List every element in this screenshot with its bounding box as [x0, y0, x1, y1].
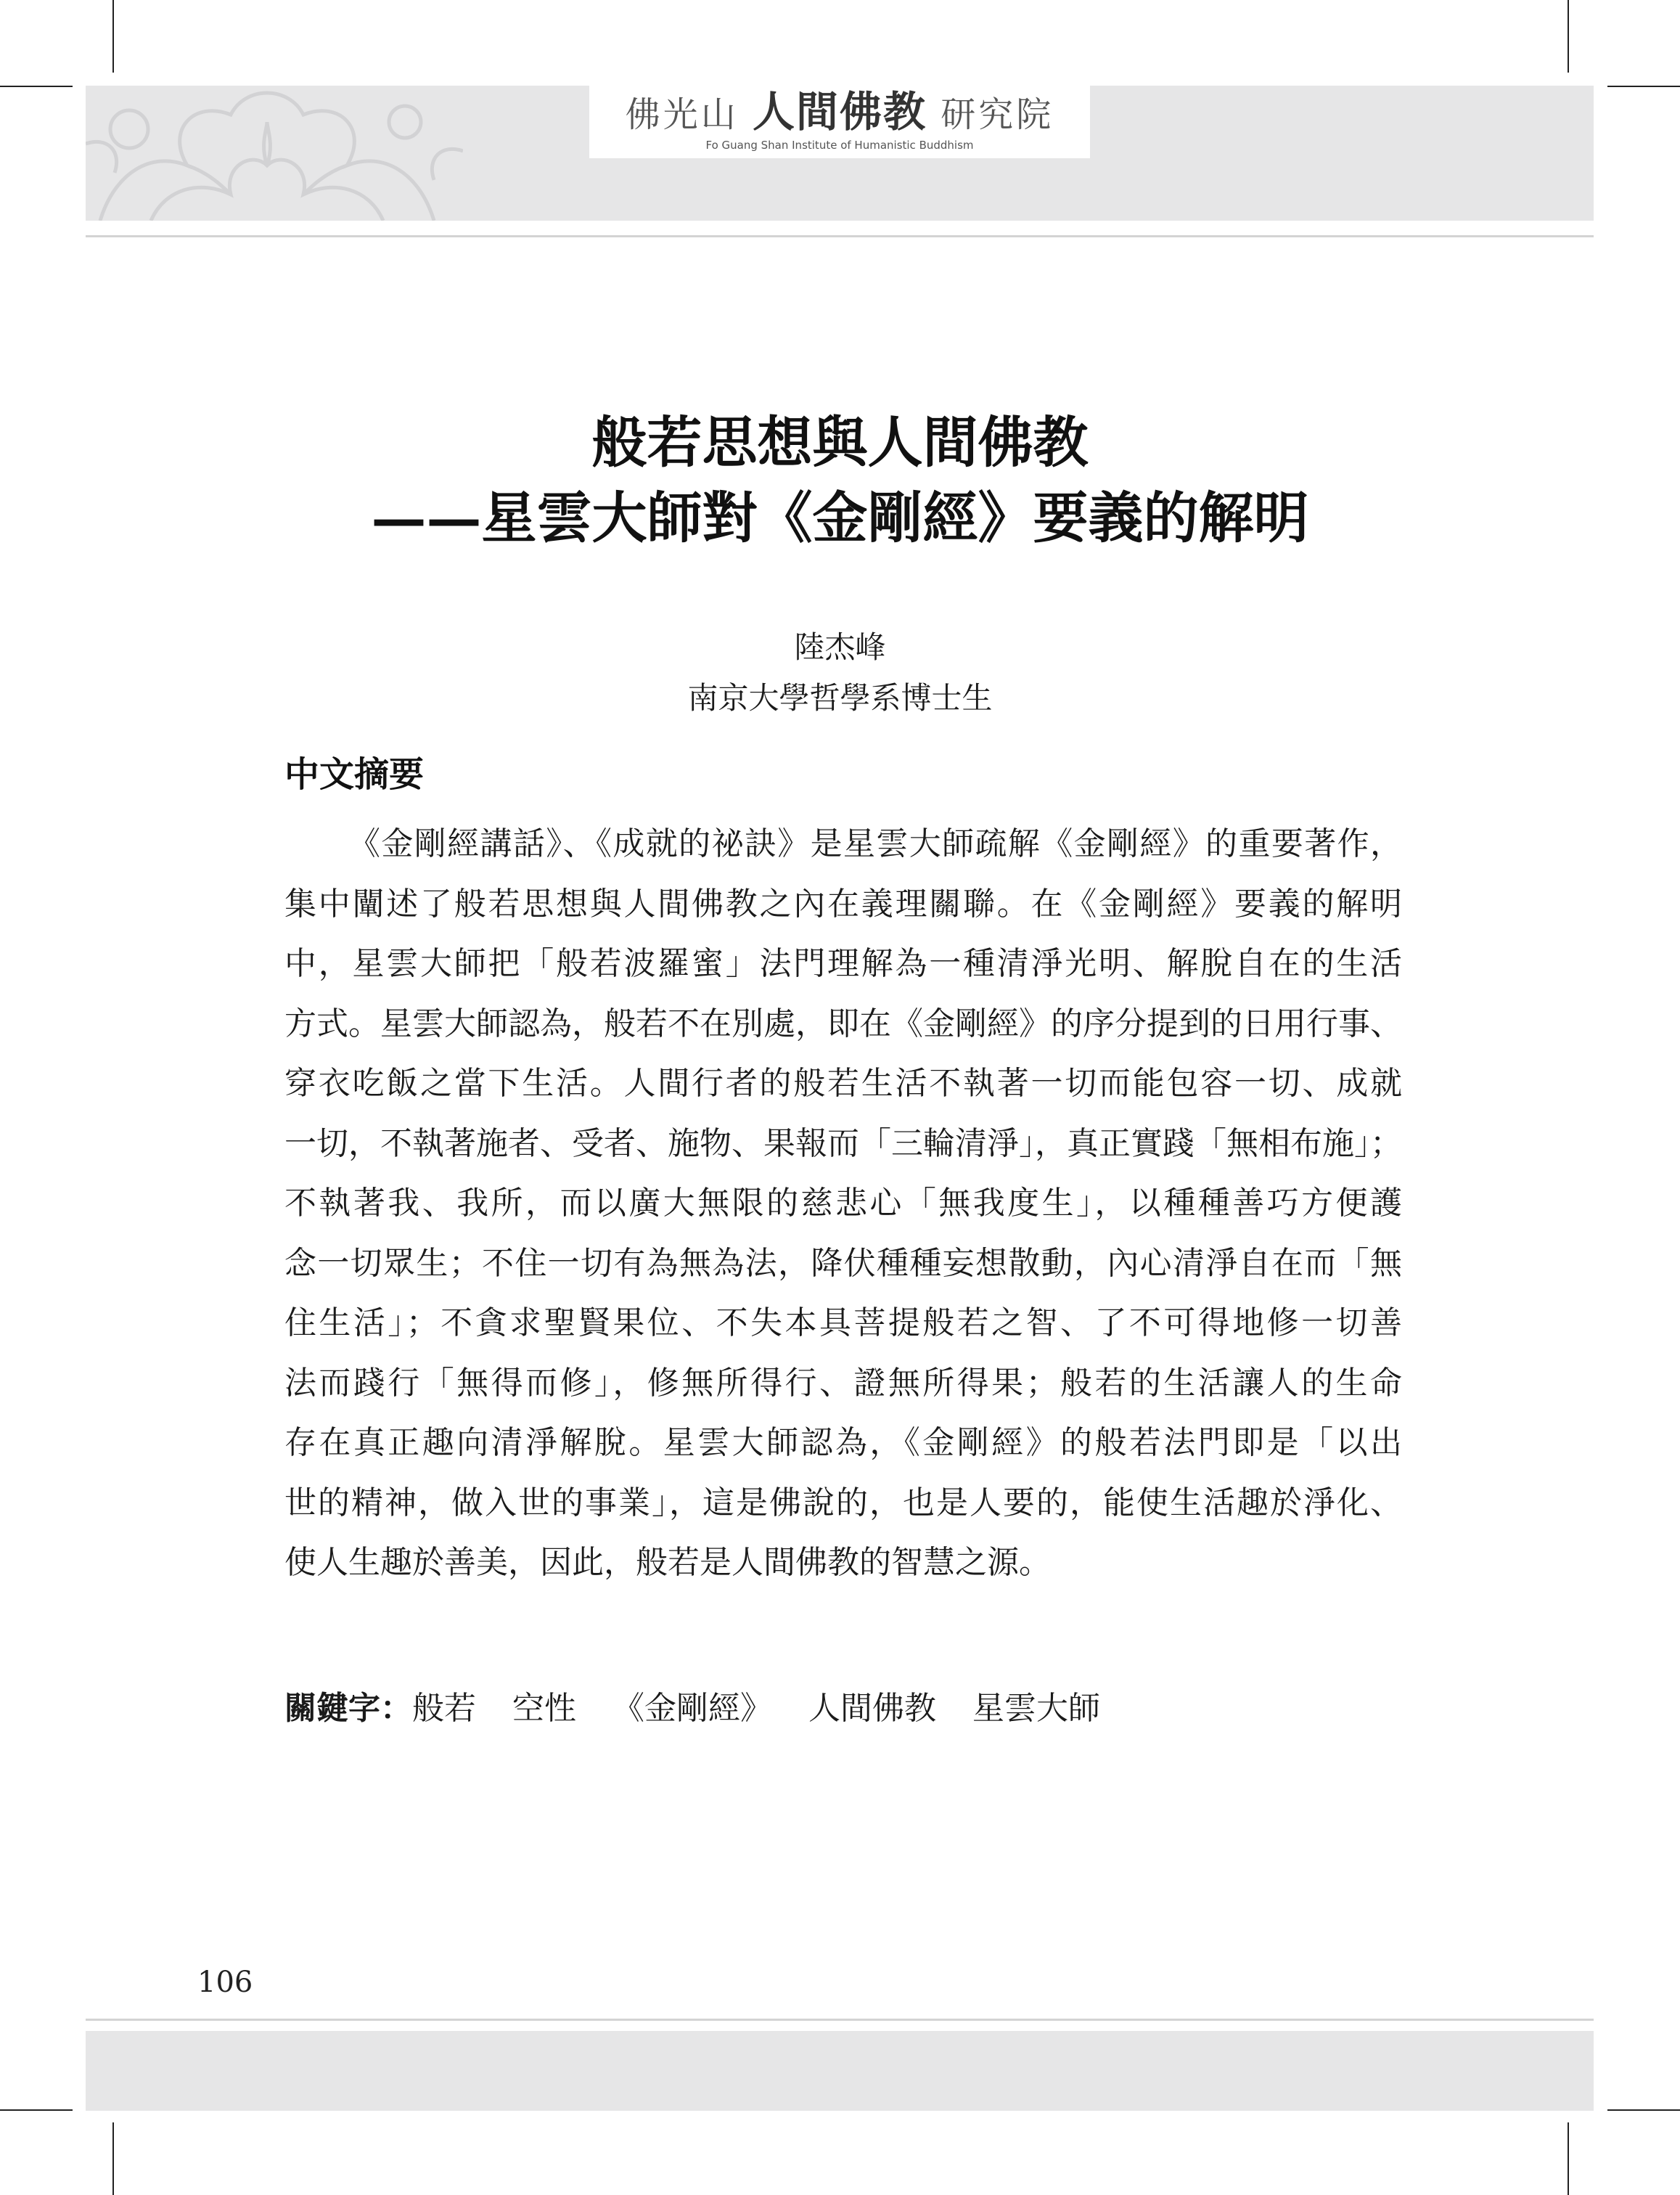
abstract-line: 方式。星雲大師認為，般若不在別處，即在《金剛經》的序分提到的日用行事、	[284, 1005, 1402, 1042]
header-institute-panel	[589, 86, 1090, 158]
author-name: 陸杰峰	[794, 629, 886, 665]
abstract-line: 集中闡述了般若思想與人間佛教之內在義理關聯。在《金剛經》要義的解明	[284, 885, 1402, 923]
abstract-line: 念一切眾生；不住一切有為無為法，降伏種種妄想散動，內心清淨自在而「無	[284, 1244, 1402, 1282]
crop-mark-bottom-right	[1568, 2122, 1569, 2195]
keywords-label: 關鍵字：	[284, 1690, 412, 1727]
footer-rule	[86, 2019, 1594, 2021]
crop-mark-left-top	[0, 86, 73, 87]
crop-mark-top-left	[112, 0, 114, 73]
institute-logo-text: 人間佛教	[752, 87, 927, 136]
abstract-line: 世的精神，做入世的事業」，這是佛說的，也是人要的，能使生活趣於淨化、	[284, 1484, 1402, 1521]
crop-mark-top-right	[1568, 0, 1569, 73]
institute-name-right: 研究院	[941, 94, 1054, 135]
abstract-line: 《金剛經講話》、《成就的祕訣》是星雲大師疏解《金剛經》的重要著作，	[348, 825, 1402, 862]
lotus-ornament-icon	[86, 86, 463, 221]
abstract-line: 法而踐行「無得而修」，修無所得行、證無所得果；般若的生活讓人的生命	[284, 1364, 1402, 1402]
abstract-line: 一切，不執著施者、受者、施物、果報而「三輪清淨」，真正實踐「無相布施」；	[284, 1124, 1402, 1162]
page-number: 106	[197, 1966, 253, 1999]
institute-name-left: 佛光山	[625, 94, 739, 135]
crop-mark-bottom-left	[112, 2122, 114, 2195]
abstract-body	[284, 814, 1402, 1593]
abstract-line: 存在真正趣向清淨解脫。星雲大師認為，《金剛經》的般若法門即是「以出	[284, 1424, 1402, 1461]
institute-name	[589, 87, 1090, 136]
keyword-item: 星雲大師	[972, 1690, 1100, 1727]
footer-band	[86, 2031, 1594, 2111]
keyword-item: 空性	[512, 1690, 576, 1727]
abstract-line: 穿衣吃飯之當下生活。人間行者的般若生活不執著一切而能包容一切、成就	[284, 1065, 1402, 1102]
keyword-item: 人間佛教	[808, 1690, 936, 1727]
header-rule	[86, 235, 1594, 237]
paper-title-line1: 般若思想與人間佛教	[591, 410, 1089, 475]
crop-mark-right-top	[1607, 86, 1680, 87]
paper-title-line2: ——星雲大師對《金剛經》要義的解明	[371, 486, 1309, 550]
abstract-line: 使人生趣於善美，因此，般若是人間佛教的智慧之源。	[284, 1544, 1051, 1581]
author-affiliation: 南京大學哲學系博士生	[687, 680, 993, 716]
abstract-heading: 中文摘要	[284, 754, 425, 795]
keyword-item: 《金剛經》	[612, 1690, 772, 1727]
keywords	[284, 1687, 1136, 1730]
institute-name-english: Fo Guang Shan Institute of Humanistic Buddhism	[705, 139, 974, 152]
crop-mark-right-bottom	[1607, 2109, 1680, 2111]
abstract-line: 住生活」；不貪求聖賢果位、不失本具菩提般若之智、了不可得地修一切善	[284, 1304, 1402, 1341]
abstract-line: 不執著我、我所，而以廣大無限的慈悲心「無我度生」，以種種善巧方便護	[284, 1185, 1402, 1222]
keyword-item: 般若	[412, 1690, 476, 1727]
crop-mark-left-bottom	[0, 2109, 73, 2111]
abstract-line: 中，星雲大師把「般若波羅蜜」法門理解為一種清淨光明、解脫自在的生活	[284, 945, 1402, 982]
